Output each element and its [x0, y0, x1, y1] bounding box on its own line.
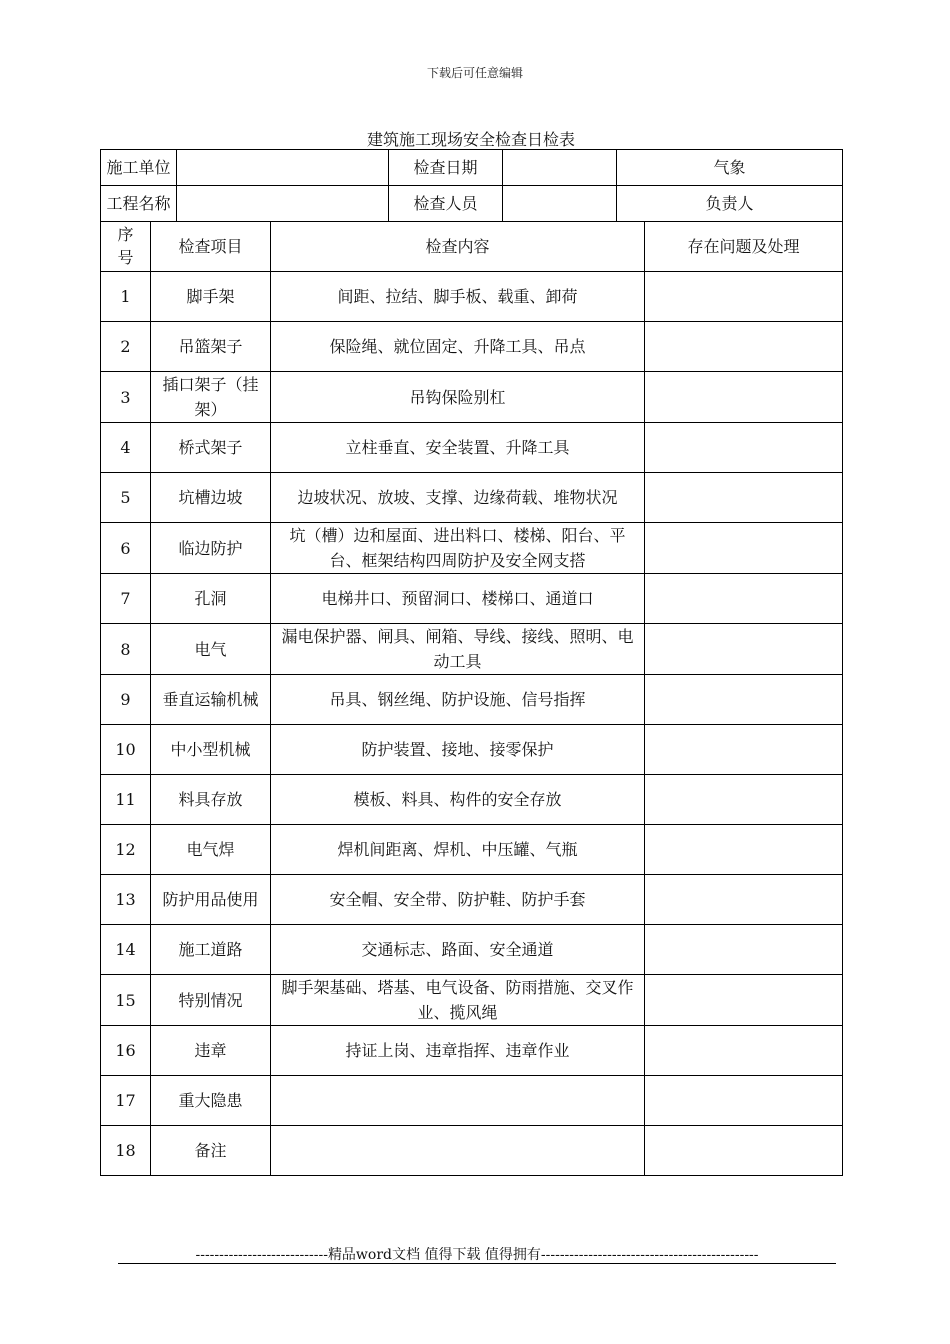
row-seq: [101, 825, 151, 875]
row-seq-text: 8: [120, 639, 131, 659]
row-issues[interactable]: [645, 775, 843, 825]
row-item-text: 桥式架子: [178, 438, 243, 457]
row-issues[interactable]: [645, 1126, 843, 1176]
table-row: [101, 1026, 843, 1076]
row-issues[interactable]: [645, 1076, 843, 1126]
row-content: [271, 1076, 645, 1126]
table-row: [101, 624, 843, 675]
table-row: [101, 875, 843, 925]
row-item: [151, 473, 271, 523]
info-row-2: [101, 186, 843, 222]
row-content-text: 防护装置、接地、接零保护: [361, 740, 554, 759]
row-item: [151, 725, 271, 775]
row-item: [151, 925, 271, 975]
row-seq-text: 3: [120, 387, 131, 407]
row-content-text: 间距、拉结、脚手板、载重、卸荷: [337, 287, 578, 306]
row-seq: [101, 1026, 151, 1076]
row-seq-text: 1: [120, 287, 131, 306]
row-item-text: 坑槽边坡: [178, 488, 243, 507]
row-seq: [101, 725, 151, 775]
row-issues[interactable]: [645, 423, 843, 473]
table-row: [101, 322, 843, 372]
table-header-row: [101, 222, 843, 272]
inspection-table: [100, 149, 843, 1176]
row-item: [151, 775, 271, 825]
row-item-text: 施工道路: [178, 940, 243, 959]
row-item-text: 电气焊: [186, 840, 235, 859]
row-issues[interactable]: [645, 574, 843, 624]
row-issues[interactable]: [645, 825, 843, 875]
row-seq-text: 4: [120, 438, 131, 457]
row-seq-text: 2: [120, 337, 131, 356]
row-item: [151, 423, 271, 473]
row-seq: [101, 775, 151, 825]
date-label: 检查日期: [389, 150, 503, 186]
row-issues[interactable]: [645, 372, 843, 423]
row-content-text: 吊具、钢丝绳、防护设施、信号指挥: [329, 690, 586, 709]
row-item: [151, 1126, 271, 1176]
row-content-text: 坑（槽）边和屋面、进出料口、楼梯、阳台、平台、框架结构四周防护及安全网支搭: [289, 526, 626, 570]
row-seq: [101, 1126, 151, 1176]
row-issues[interactable]: [645, 523, 843, 574]
row-content: [271, 825, 645, 875]
footer-text: ----------------------------精品word文档 值得下载 值得拥有----------------------------------------------: [195, 1247, 759, 1263]
row-item-text: 防护用品使用: [162, 890, 259, 909]
row-seq-text: 11: [115, 790, 136, 809]
row-item: [151, 975, 271, 1026]
row-seq: [101, 473, 151, 523]
row-content: [271, 1026, 645, 1076]
row-item: [151, 875, 271, 925]
row-item-text: 临边防护: [178, 538, 243, 558]
info-row-1: [101, 150, 843, 186]
row-content: [271, 775, 645, 825]
row-issues[interactable]: [645, 725, 843, 775]
row-content: [271, 523, 645, 574]
row-seq: [101, 675, 151, 725]
row-item-text: 脚手架: [186, 287, 235, 306]
row-content: [271, 624, 645, 675]
row-issues[interactable]: [645, 1026, 843, 1076]
table-row: [101, 1076, 843, 1126]
date-field[interactable]: [503, 150, 617, 186]
row-item-text: 垂直运输机械: [162, 690, 259, 709]
row-content-text: 电梯井口、预留洞口、楼梯口、通道口: [321, 589, 594, 608]
row-issues[interactable]: [645, 272, 843, 322]
row-issues[interactable]: [645, 473, 843, 523]
row-content-text: 吊钩保险别杠: [409, 387, 506, 407]
row-issues[interactable]: [645, 675, 843, 725]
table-row: [101, 925, 843, 975]
row-seq-text: 14: [115, 940, 136, 959]
table-row: [101, 523, 843, 574]
table-row: [101, 272, 843, 322]
row-issues[interactable]: [645, 925, 843, 975]
row-seq: [101, 322, 151, 372]
row-content: [271, 473, 645, 523]
header-content: 检查内容: [271, 222, 645, 272]
row-seq-text: 6: [120, 538, 131, 558]
row-item-text: 重大隐患: [178, 1091, 243, 1110]
row-content: [271, 875, 645, 925]
unit-field[interactable]: [177, 150, 389, 186]
row-item-text: 违章: [194, 1041, 227, 1060]
row-content: [271, 725, 645, 775]
owner-label: 负责人: [617, 186, 843, 222]
inspector-field[interactable]: [503, 186, 617, 222]
header-item: 检查项目: [151, 222, 271, 272]
row-content-text: 边坡状况、放坡、支撑、边缘荷载、堆物状况: [297, 488, 618, 507]
row-item: [151, 1076, 271, 1126]
table-row: [101, 725, 843, 775]
row-content-text: 脚手架基础、塔基、电气设备、防雨措施、交叉作业、揽风绳: [281, 978, 634, 1022]
table-body: [101, 272, 843, 1176]
row-seq-text: 17: [115, 1091, 136, 1110]
table-row: [101, 825, 843, 875]
row-item-text: 中小型机械: [170, 740, 251, 759]
row-seq-text: 9: [120, 690, 131, 709]
row-seq: [101, 423, 151, 473]
row-seq-text: 10: [115, 740, 136, 759]
row-item-text: 孔洞: [194, 589, 227, 608]
header-issues: 存在问题及处理: [645, 222, 843, 272]
row-seq-text: 7: [120, 589, 131, 608]
row-content-text: 模板、料具、构件的安全存放: [353, 790, 562, 809]
row-content: [271, 423, 645, 473]
row-content: [271, 925, 645, 975]
row-content-text: 漏电保护器、闸具、闸箱、导线、接线、照明、电动工具: [281, 627, 634, 671]
row-content: [271, 574, 645, 624]
row-content: [271, 272, 645, 322]
row-issues[interactable]: [645, 975, 843, 1026]
row-content-text: 持证上岗、违章指挥、违章作业: [345, 1041, 570, 1060]
row-content: [271, 975, 645, 1026]
row-content-text: 焊机间距离、焊机、中压罐、气瓶: [337, 840, 578, 859]
row-item-text: 备注: [194, 1141, 227, 1160]
row-issues[interactable]: [645, 875, 843, 925]
row-content: [271, 675, 645, 725]
row-seq-text: 15: [115, 990, 136, 1010]
row-seq: [101, 875, 151, 925]
table-row: [101, 574, 843, 624]
row-item: [151, 523, 271, 574]
row-item-text: 插口架子（挂架）: [162, 375, 259, 419]
table-row: [101, 675, 843, 725]
row-item: [151, 825, 271, 875]
row-seq: [101, 574, 151, 624]
row-content-text: 安全帽、安全带、防护鞋、防护手套: [329, 890, 586, 909]
row-content-text: 保险绳、就位固定、升降工具、吊点: [329, 337, 586, 356]
row-content: [271, 372, 645, 423]
row-seq: [101, 272, 151, 322]
row-item: [151, 322, 271, 372]
row-item: [151, 675, 271, 725]
document-title: 建筑施工现场安全检查日检表: [366, 130, 575, 149]
row-content-text: 立柱垂直、安全装置、升降工具: [345, 438, 570, 457]
header-seq: 序号: [101, 222, 151, 272]
row-item: [151, 372, 271, 423]
row-item-text: 电气: [194, 639, 227, 659]
inspector-label: 检查人员: [389, 186, 503, 222]
row-content: [271, 322, 645, 372]
row-content-text: 交通标志、路面、安全通道: [361, 940, 554, 959]
row-item: [151, 624, 271, 675]
footer-divider: [118, 1263, 836, 1264]
row-seq: [101, 372, 151, 423]
row-seq-text: 5: [120, 488, 131, 507]
table-row: [101, 423, 843, 473]
row-seq: [101, 925, 151, 975]
row-item: [151, 272, 271, 322]
table-row: [101, 1126, 843, 1176]
project-field[interactable]: [177, 186, 389, 222]
row-seq-text: 13: [115, 890, 136, 909]
row-item: [151, 1026, 271, 1076]
table-row: [101, 975, 843, 1026]
row-seq: [101, 975, 151, 1026]
table-row: [101, 775, 843, 825]
row-issues[interactable]: [645, 322, 843, 372]
header-note: 下载后可任意编辑: [426, 66, 523, 80]
row-item-text: 吊篮架子: [178, 337, 243, 356]
table-row: [101, 473, 843, 523]
row-seq-text: 18: [115, 1141, 136, 1160]
table-row: [101, 372, 843, 423]
row-seq: [101, 624, 151, 675]
unit-label: 施工单位: [101, 150, 177, 186]
row-issues[interactable]: [645, 624, 843, 675]
row-seq: [101, 523, 151, 574]
row-seq-text: 12: [115, 840, 136, 859]
row-content: [271, 1126, 645, 1176]
row-item: [151, 574, 271, 624]
row-item-text: 料具存放: [178, 790, 243, 809]
row-seq: [101, 1076, 151, 1126]
row-item-text: 特别情况: [178, 990, 243, 1010]
row-seq-text: 16: [115, 1041, 136, 1060]
weather-label: 气象: [617, 150, 843, 186]
project-label: 工程名称: [101, 186, 177, 222]
